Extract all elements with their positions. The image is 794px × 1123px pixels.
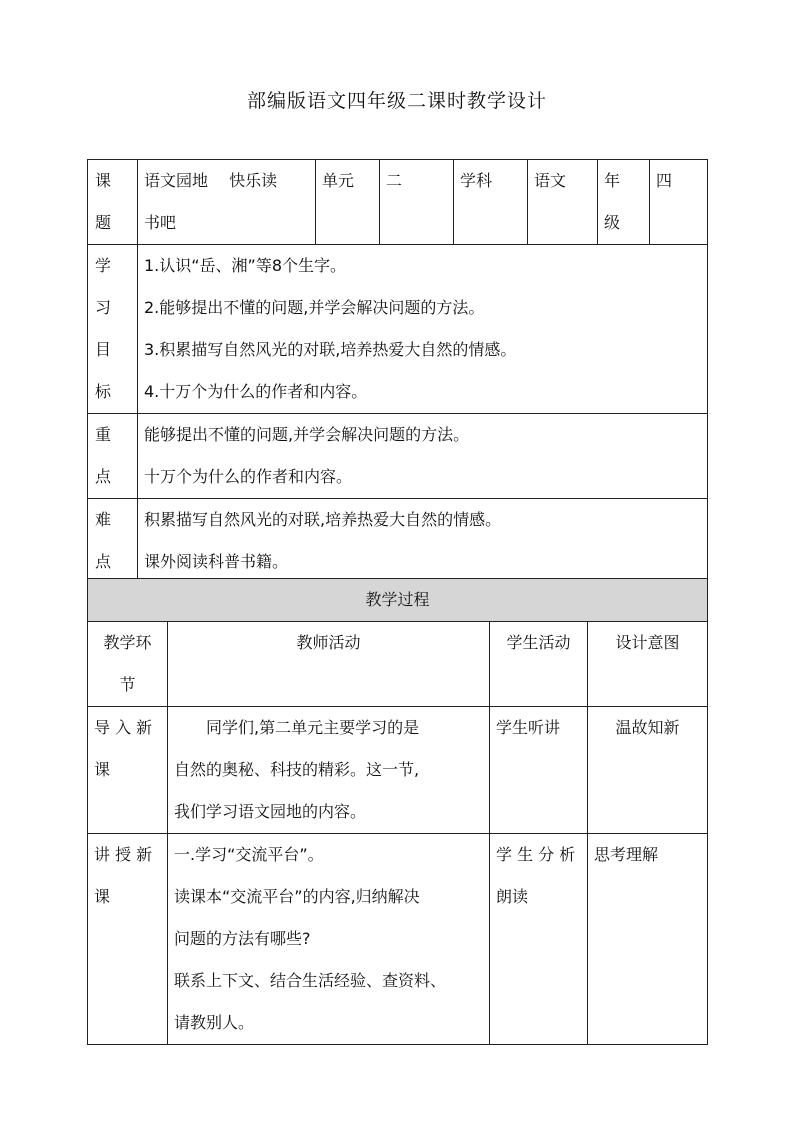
difficulties-label-cell [88,499,138,584]
intent-header-cell [588,622,708,707]
stage-line: 讲 授 新 [94,845,153,864]
objectives-label-line: 习 [95,298,112,317]
objectives-label-cell [88,245,138,414]
grade-value-cell [650,160,708,245]
stage-line: 导 入 新 [94,718,153,737]
teacher-activity-line: 读课本“交流平台”的内容,归纳解决 [174,887,420,906]
key-point-item: 能够提出不懂的问题,并学会解决问题的方法。 [144,425,470,444]
unit-value: 二 [386,171,403,190]
lesson-label-cell [88,160,138,245]
difficulty-item: 积累描写自然风光的对联,培养热爱大自然的情感。 [144,510,502,529]
teacher-activity-cell [168,834,490,1045]
student-header-cell [490,622,588,707]
student-activity-line: 朗读 [496,887,529,906]
stage-line: 课 [94,887,111,906]
subject-label: 学科 [460,171,493,190]
teacher-activity-line: 我们学习语文园地的内容。 [174,802,367,821]
lesson-value-cell [138,160,316,245]
lesson-value-line: 语文园地 快乐读 [144,171,278,190]
objective-item: 2.能够提出不懂的问题,并学会解决问题的方法。 [144,298,485,317]
student-activity-cell [490,834,588,1045]
grade-label-line: 年 [604,171,621,190]
objective-item: 4.十万个为什么的作者和内容。 [144,382,368,401]
teacher-activity-line: 同学们,第二单元主要学习的是 [206,718,420,737]
subject-value: 语文 [534,171,567,190]
process-row-lesson [88,834,708,1045]
teaching-process-table [87,578,708,1045]
objectives-label-line: 学 [95,256,112,275]
document-title: 部编版语文四年级二课时教学设计 [246,90,547,112]
key-points-label-line: 点 [95,467,112,486]
objectives-row [88,245,708,414]
grade-value: 四 [656,171,673,190]
difficulties-content-cell [138,499,708,584]
stage-line: 课 [94,760,111,779]
key-points-label-cell [88,414,138,499]
difficulties-label-line: 难 [95,510,112,529]
intent-header: 设计意图 [615,633,680,652]
unit-label-cell [316,160,380,245]
teacher-activity-line: 一.学习“交流平台”。 [174,845,324,864]
teacher-activity-line: 请教别人。 [174,1013,255,1032]
objectives-label-line: 标 [95,382,112,401]
key-points-row [88,414,708,499]
stage-cell [88,707,168,834]
grade-label-cell [598,160,650,245]
lesson-label-line: 题 [95,213,112,232]
stage-header-line: 节 [119,675,136,694]
teacher-header: 教师活动 [296,633,361,652]
unit-value-cell [380,160,454,245]
objective-item: 3.积累描写自然风光的对联,培养热爱大自然的情感。 [144,340,517,359]
lesson-label-line: 课 [95,171,112,190]
teacher-activity-line: 联系上下文、结合生活经验、查资料、 [174,971,447,990]
subject-label-cell [454,160,528,245]
process-banner-row [88,579,708,622]
grade-label-line: 级 [604,213,621,232]
objectives-content-cell [138,245,708,414]
difficulties-row [88,499,708,584]
teacher-activity-line: 问题的方法有哪些? [174,929,311,948]
lesson-value-line: 书吧 [144,213,177,232]
difficulties-label-line: 点 [95,552,112,571]
student-activity-line: 学生听讲 [496,718,561,737]
lesson-info-table [87,159,708,584]
objective-item: 1.认识“岳、湘”等8个生字。 [144,256,347,275]
student-activity-line: 学 生 分 析 [496,845,576,864]
subject-value-cell [528,160,598,245]
design-intent-line: 温故知新 [615,718,680,737]
teacher-activity-cell [168,707,490,834]
process-row-intro [88,707,708,834]
student-header: 学生活动 [506,633,571,652]
unit-label: 单元 [322,171,355,190]
key-points-content-cell [138,414,708,499]
stage-cell [88,834,168,1045]
design-intent-cell [588,834,708,1045]
design-intent-cell [588,707,708,834]
key-points-label-line: 重 [95,425,112,444]
teacher-activity-line: 自然的奥秘、科技的精彩。这一节, [174,760,420,779]
stage-header-cell [88,622,168,707]
process-banner: 教学过程 [88,579,708,622]
difficulty-item: 课外阅读科普书籍。 [144,552,289,571]
header-row [88,160,708,245]
objectives-label-line: 目 [95,340,112,359]
student-activity-cell [490,707,588,834]
teacher-header-cell [168,622,490,707]
stage-header-line: 教学环 [103,633,152,652]
process-header-row [88,622,708,707]
design-intent-line: 思考理解 [594,845,659,864]
key-point-item: 十万个为什么的作者和内容。 [144,467,353,486]
